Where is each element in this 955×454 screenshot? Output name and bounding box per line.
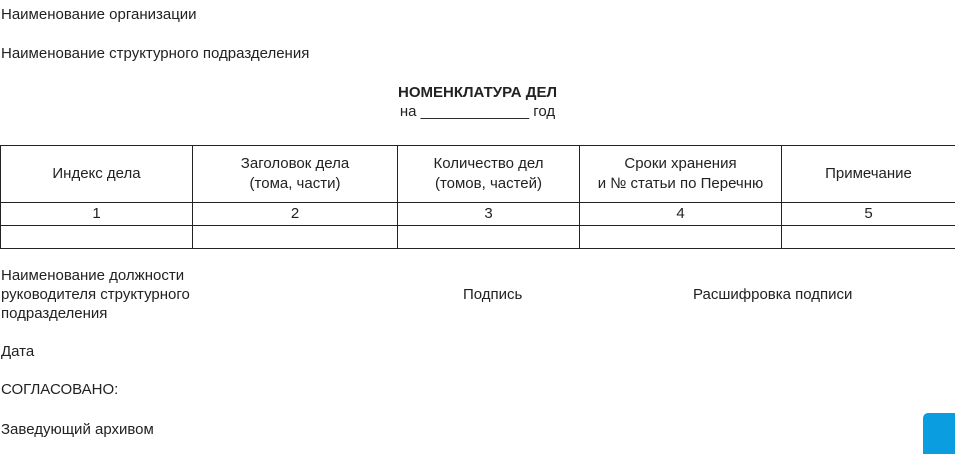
table-cell [1, 226, 193, 249]
position-title-line: Наименование должности [1, 267, 185, 284]
archive-head-label: Заведующий архивом [1, 421, 154, 438]
position-title-line: руководителя структурного [1, 286, 190, 303]
document-title: НОМЕНКЛАТУРА ДЕЛ [398, 84, 557, 101]
corner-accent-tab [923, 413, 955, 454]
date-label: Дата [1, 343, 35, 360]
organization-name: Наименование организации [1, 6, 197, 23]
column-number: 1 [1, 203, 193, 226]
agreed-label: СОГЛАСОВАНО: [1, 381, 119, 398]
position-title-line: подразделения [1, 305, 108, 322]
department-name: Наименование структурного подразделения [1, 45, 310, 62]
column-header-title: Заголовок дела (тома, части) [193, 146, 398, 203]
table-cell [193, 226, 398, 249]
column-number: 5 [782, 203, 955, 226]
column-header-retention: Сроки хранения и № статьи по Перечню [580, 146, 782, 203]
table-cell [398, 226, 580, 249]
table-header-row [1, 146, 955, 203]
nomenclature-table [0, 145, 955, 249]
table-row [1, 226, 955, 249]
column-header-index: Индекс дела [1, 146, 193, 203]
column-number: 2 [193, 203, 398, 226]
signature-decode-label: Расшифровка подписи [693, 286, 853, 303]
column-header-note: Примечание [782, 146, 955, 203]
table-cell [580, 226, 782, 249]
position-title-block [1, 266, 190, 323]
column-number: 4 [580, 203, 782, 226]
column-number: 3 [398, 203, 580, 226]
table-number-row [1, 203, 955, 226]
table-cell [782, 226, 955, 249]
column-header-count: Количество дел (томов, частей) [398, 146, 580, 203]
signature-label: Подпись [463, 286, 523, 303]
year-line: на _____________ год [399, 103, 556, 120]
